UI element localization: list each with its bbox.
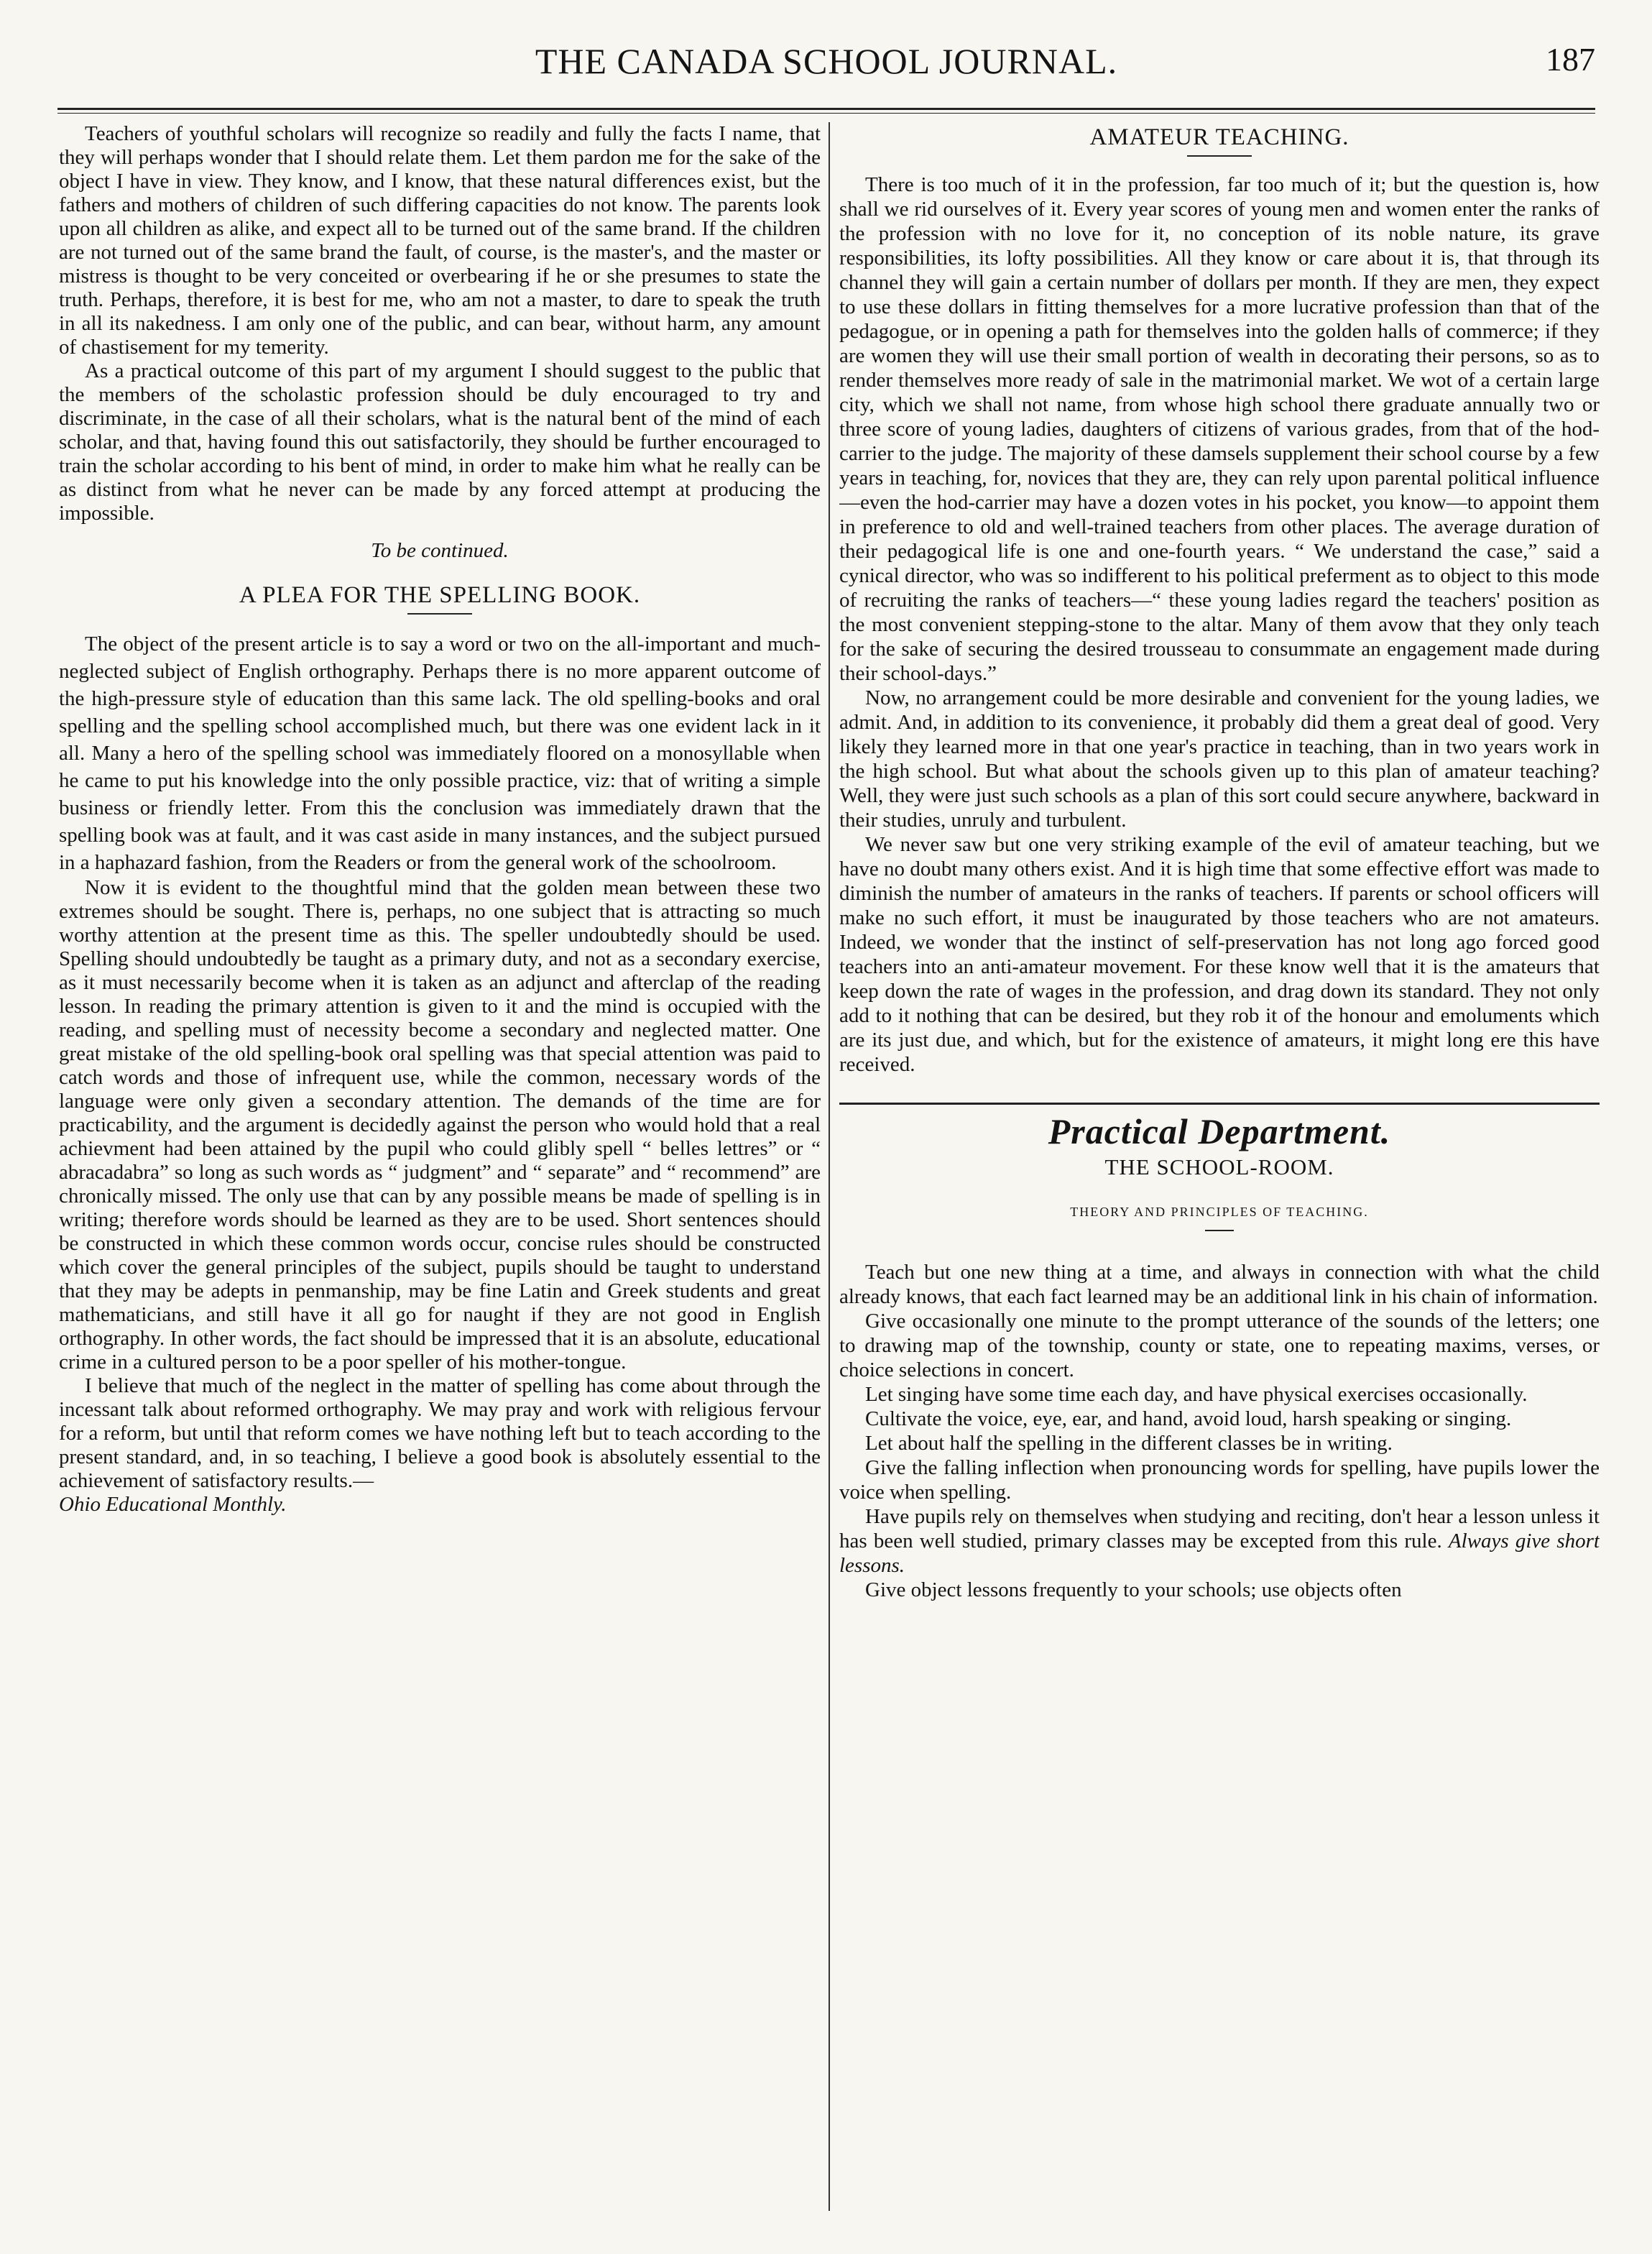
article-paragraph	[59, 1374, 821, 1493]
paragraph-text: I believe that much of the neglect in the matter of spelling has come about through the incessant talk about reformed orthography. We may pray and work with religious fervour for a reform, but until that reform comes we have nothing left but to teach according to the present standard, and, in so teaching, I believe a good book is absolutely essential to the achievement of satisfactory results.—	[59, 1374, 821, 1492]
column-divider	[829, 122, 830, 2211]
article-source: Ohio Educational Monthly.	[59, 1493, 287, 1516]
practical-paragraph: Cultivate the voice, eye, ear, and hand, avoid loud, harsh speaking or singing.	[865, 1407, 1512, 1430]
article-paragraph: We never saw but one very striking example of the evil of amateur teaching, but we have no doubt many others exist. And it is high time that some effective effort was made to diminish the number of amateurs in the ranks of teachers. If parents or school officers will make no such effort, it must be inaugurated by those teachers who are not amateurs. Indeed, we wonder that the instinct of self-preservation has not long ago forced good teachers into an anti-amateur movement. For these know well that it is the amateurs that keep down the rate of wages in the profession, and drag down its standard. They not only add to it nothing that can be desired, but they rob it of the honour and emoluments which are its just due, and which, but for the existence of amateurs, it might long ere this have received.	[839, 833, 1600, 1076]
practical-paragraph: Give the falling inflection when pronouncing words for spelling, have pupils lower the voice when spelling.	[839, 1456, 1600, 1504]
right-column	[839, 122, 1600, 2218]
article-paragraph: Teachers of youthful scholars will recognize so readily and fully the facts I name, that they will perhaps wonder that I should relate them. Let them pardon me for the sake of the object I have in view. They know, and I know, that these natural differences exist, but the fathers and mothers of children of such differing capacities do not know. The parents look upon all children as alike, and expect all to be turned out of the same brand. If the children are not turned out of the same brand the fault, of course, is the master's, and the master or mistress is thought to be very conceited or overbearing if he or she presumes to state the truth. Perhaps, therefore, it is best for me, who am not a master, to dare to speak the truth in all its nakedness. I am only one of the public, and can bear, without harm, any amount of chastisement for my temerity.	[59, 122, 821, 359]
department-title: Practical Department.	[1048, 1111, 1391, 1151]
title-rule	[1205, 1230, 1234, 1231]
title-rule	[407, 613, 472, 615]
to-be-continued: To be continued.	[371, 539, 509, 562]
page-header	[57, 40, 1595, 91]
journal-title: THE CANADA SCHOOL JOURNAL.	[535, 41, 1118, 81]
paragraph-text: Have pupils rely on themselves when studying and reciting, don't hear a lesson unless it has been well studied, primary classes may be excepted from this rule.	[839, 1505, 1600, 1552]
page-number: 187	[1546, 41, 1595, 78]
italic-emphasis: Always give short lessons.	[839, 1530, 1600, 1577]
practical-paragraph	[839, 1504, 1600, 1578]
practical-paragraph: Let about half the spelling in the different classes be in writing.	[865, 1432, 1393, 1455]
article-paragraph: Now, no arrangement could be more desirable and convenient for the young ladies, we admit. And, in addition to its convenience, it probably did them a great deal of good. Very likely they learned more in that one year's practice in teaching, than in two years work in the high school. But what about the schools given up to this plan of amateur teaching? Well, they were just such schools as a plan of this sort could secure anywhere, backward in their studies, unruly and turbulent.	[839, 686, 1600, 832]
article-paragraph: The object of the present article is to say a word or two on the all-important and much-neglected subject of English orthography. Perhaps there is no more apparent outcome of the high-pressure style of education than this same lack. The old spelling-books and oral spelling and the spelling school accomplished much, but there was one evident lack in it all. Many a hero of the spelling school was immediately floored on a monosyllable when he came to put his knowledge into the only possible practice, viz: that of writing a simple business or friendly letter. From this the conclusion was immediately drawn that the spelling book was at fault, and it was cast aside in many instances, and the subject pursued in a haphazard fashion, from the Readers or from the general work of the schoolroom.	[59, 632, 821, 874]
article-paragraph: There is too much of it in the profession, far too much of it; but the question is, how shall we rid ourselves of it. Every year scores of young men and women enter the ranks of the profession with no love for it, no conception of its noble nature, its grave responsibilities, its lofty possibilities. All they know or care about it is, that through its channel they will gain a certain number of dollars per month. If they are men, they expect to use these dollars in fitting themselves for a more lucrative profession than that of the pedagogue, or in opening a path for themselves into the golden halls of commerce; if they are women they will use their small portion of wealth in decorating their persons, so as to render themselves more ready of sale in the matrimonial market. We wot of a certain large city, which we shall not name, from whose high school there graduate annually two or three score of young ladies, daughters of citizens of various grades, from that of the hod-carrier to the judge. The majority of these damsels supplement their school course by a few years in teaching, for, novices that they are, they can rely upon parental political influence—even the hod-carrier may have a dozen votes in his pocket, you know—to appoint them in preference to old and well-trained teachers from other places. The average duration of their pedagogical life is one and one-fourth years. “ We understand the case,” said a cynical director, who was so indifferent to his political preferment as to object to this mode of recruiting the ranks of teachers—“ these young ladies regard the teachers' position as the most convenient stepping-stone to the altar. Many of them avow that they only teach for the sake of securing the desired trousseau to consummate an engagement made during their school-days.”	[839, 173, 1600, 685]
practical-paragraph: Let singing have some time each day, and have physical exercises occasionally.	[865, 1383, 1528, 1406]
amateur-title: AMATEUR TEACHING.	[1089, 124, 1349, 150]
article-paragraph: As a practical outcome of this part of my argument I should suggest to the public that the members of the scholastic profession should be duly encouraged to try and discriminate, in the case of all their scholars, what is the natural bent of the mind of each scholar, and that, having found this out satisfactorily, they should be further encouraged to train the scholar according to his bent of mind, in order to make him what he really can be as distinct from what he never can be made by any forced attempt at producing the impossible.	[59, 359, 821, 525]
plea-title: A PLEA FOR THE SPELLING BOOK.	[239, 582, 641, 608]
practical-paragraph: Give occasionally one minute to the prompt utterance of the sounds of the letters; one to drawing map of the township, county or state, one to repeating maxims, verses, or choice selections in concert.	[839, 1310, 1600, 1381]
theory-title: THEORY AND PRINCIPLES OF TEACHING.	[1070, 1205, 1369, 1219]
title-rule	[1187, 155, 1252, 157]
section-rule	[839, 1103, 1600, 1105]
article-paragraph: Now it is evident to the thoughtful mind that the golden mean between these two extremes should be sought. There is, perhaps, no one subject that is attracting so much worthy attention at the present time as this. The speller undoubtedly should be used. Spelling should undoubtedly be taught as a primary duty, and not as a secondary exercise, as it must necessarily become when it is taken as an adjunct and afterclap of the reading lesson. In reading the primary attention is given to it and the mind is occupied with the reading, and spelling must of necessity become a secondary and neglected matter. One great mistake of the old spelling-book oral spelling was that special attention was paid to catch words and those of infrequent use, while the common, necessary words of the language were only given a secondary attention. The demands of the time are for practicability, and the argument is decidedly against the person who would hold that a real achievment had been attained by the pupil who could glibly spell “ belles lettres” or “ abracadabra” so long as such words as “ judgment” and “ separate” and “ recommend” are chronically missed. The only use that can by any possible means be made of spelling is in writing; therefore words should be learned as they are to be used. Short sentences should be constructed in which these common words occur, concise rules should be constructed which cover the general principles of the subject, pupils should be taught to understand that they may be adepts in penmanship, may be fine Latin and Greek students and great mathematicians, and still have it all go for naught if they are not good in English orthography. In other words, the fact should be impressed that it is an absolute, educational crime in a cultured person to be a poor speller of his mother-tongue.	[59, 876, 821, 1374]
left-column	[59, 122, 821, 2218]
practical-paragraph: Teach but one new thing at a time, and always in connection with what the child already knows, that each fact learned may be an additional link in his chain of information.	[839, 1261, 1600, 1308]
practical-paragraph: Give object lessons frequently to your schools; use objects often	[865, 1578, 1402, 1601]
header-rule	[57, 108, 1595, 114]
school-room-title: THE SCHOOL-ROOM.	[1104, 1154, 1334, 1179]
